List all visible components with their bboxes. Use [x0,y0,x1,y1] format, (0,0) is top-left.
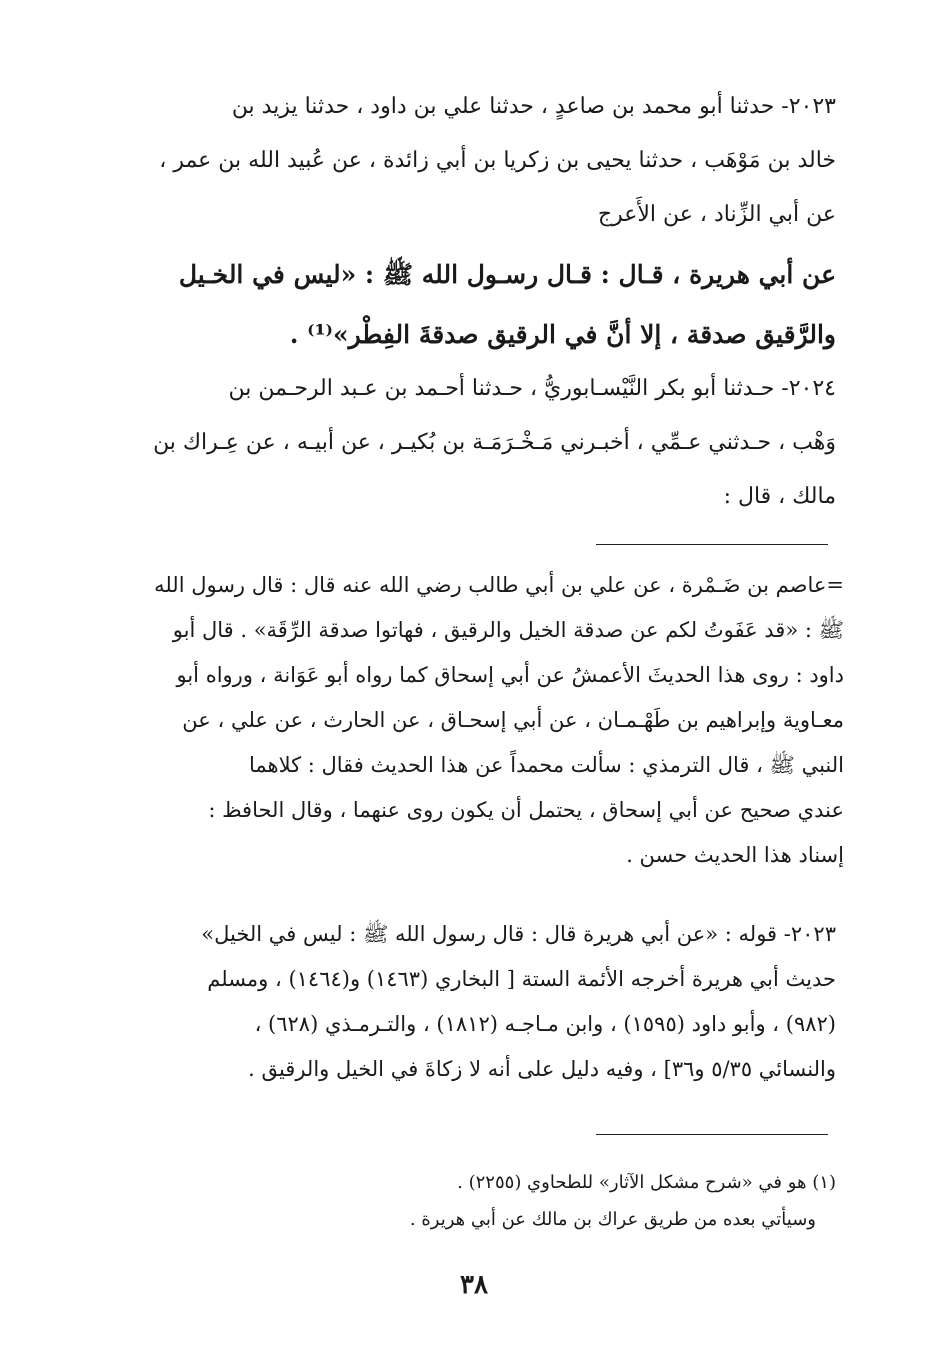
text-line: عندي صحيح عن أبي إسحاق ، يحتمل أن يكون روى عنهما ، وقال الحافظ : [208,798,844,822]
text-line: حديث أبي هريرة أخرجه الأئمة الستة [ البخاري (١٤٦٣) و(١٤٦٤) ، ومسلم [207,967,836,991]
text-line: والرَّقيق صدقة ، إلا أنَّ في الرقيق صدقةَ الفِطْر»⁽¹⁾ . [289,320,836,349]
text-line: ٢٠٢٣- قوله : «عن أبي هريرة قال : قال رسول الله ﷺ : ليس في الخيل» [201,922,836,946]
commentary-2023 [108,912,836,1092]
text-line: معـاوية وإبراهيم بن طَهْـمـان ، عن أبي إسحـاق ، عن الحارث ، عن علي ، عن [182,708,844,732]
text-line: مالك ، قال : [723,484,836,509]
footnote-divider [596,1134,828,1135]
text-line: ﷺ : «قد عَفَوتُ لكم عن صدقة الخيل والرقيق ، فهاتوا صدقة الرِّقَة» . قال أبو [172,618,844,642]
text-line: خالد بن مَوْهَب ، حدثنا يحيى بن زكريا بن أبي زائدة ، عن عُبيد الله بن عمر ، [159,148,836,173]
hadith-2023-matn [108,245,836,365]
text-line: (٩٨٢) ، وأبو داود (١٥٩٥) ، وابن مـاجـه (١٨١٢) ، والتـرمـذي (٦٢٨) ، [254,1012,836,1036]
text-line: إسناد هذا الحديث حسن . [626,843,844,867]
text-line: داود : روى هذا الحديثَ الأعمشُ عن أبي إسحاق كما رواه أبو عَوَانة ، ورواه أبو [176,663,844,687]
hadith-2023-isnad [108,80,836,242]
text-line: وَهْب ، حـدثني عـمِّي ، أخبـرني مَـخْـرَمَـة بن بُكيـر ، عن أبيـه ، عن عِـراك بن [153,430,836,455]
text-line: ٢٠٢٣- حدثنا أبو محمد بن صاعدٍ ، حدثنا علي بن داود ، حدثنا يزيد بن [231,94,836,119]
hadith-2024-isnad [108,362,836,524]
footnote-line: وسيأتي بعده من طريق عراك بن مالك عن أبي هريرة . [409,1209,816,1230]
text-line: ٢٠٢٤- حـدثنا أبو بكر النَّيْسـابوريُّ ، حـدثنا أحـمد بن عـبد الرحـمن بن [228,376,836,401]
page-number: ٣٨ [460,1270,488,1300]
text-line: عن أبي الزِّناد ، عن الأَعرج [597,202,836,227]
text-line: عن أبي هريرة ، قـال : قـال رسـول الله ﷺ : «ليس في الخـيل [178,260,836,289]
text-line: النبي ﷺ ، قال الترمذي : سألت محمداً عن هذا الحديث فقال : كلاهما [248,753,844,777]
footnote-line: (١) هو في «شرح مشكل الآثار» للطحاوي (٢٢٥٥) . [457,1172,836,1193]
commentary-previous [108,563,844,878]
text-line: =عاصم بن ضَـمْرة ، عن علي بن أبي طالب رضي الله عنه قال : قال رسول الله [154,573,844,597]
footnote [108,1164,836,1238]
text-line: والنسائي ٥/٣٥ و٣٦] ، وفيه دليل على أنه لا زكاةَ في الخيل والرقيق . [248,1057,836,1081]
section-divider [596,544,828,545]
